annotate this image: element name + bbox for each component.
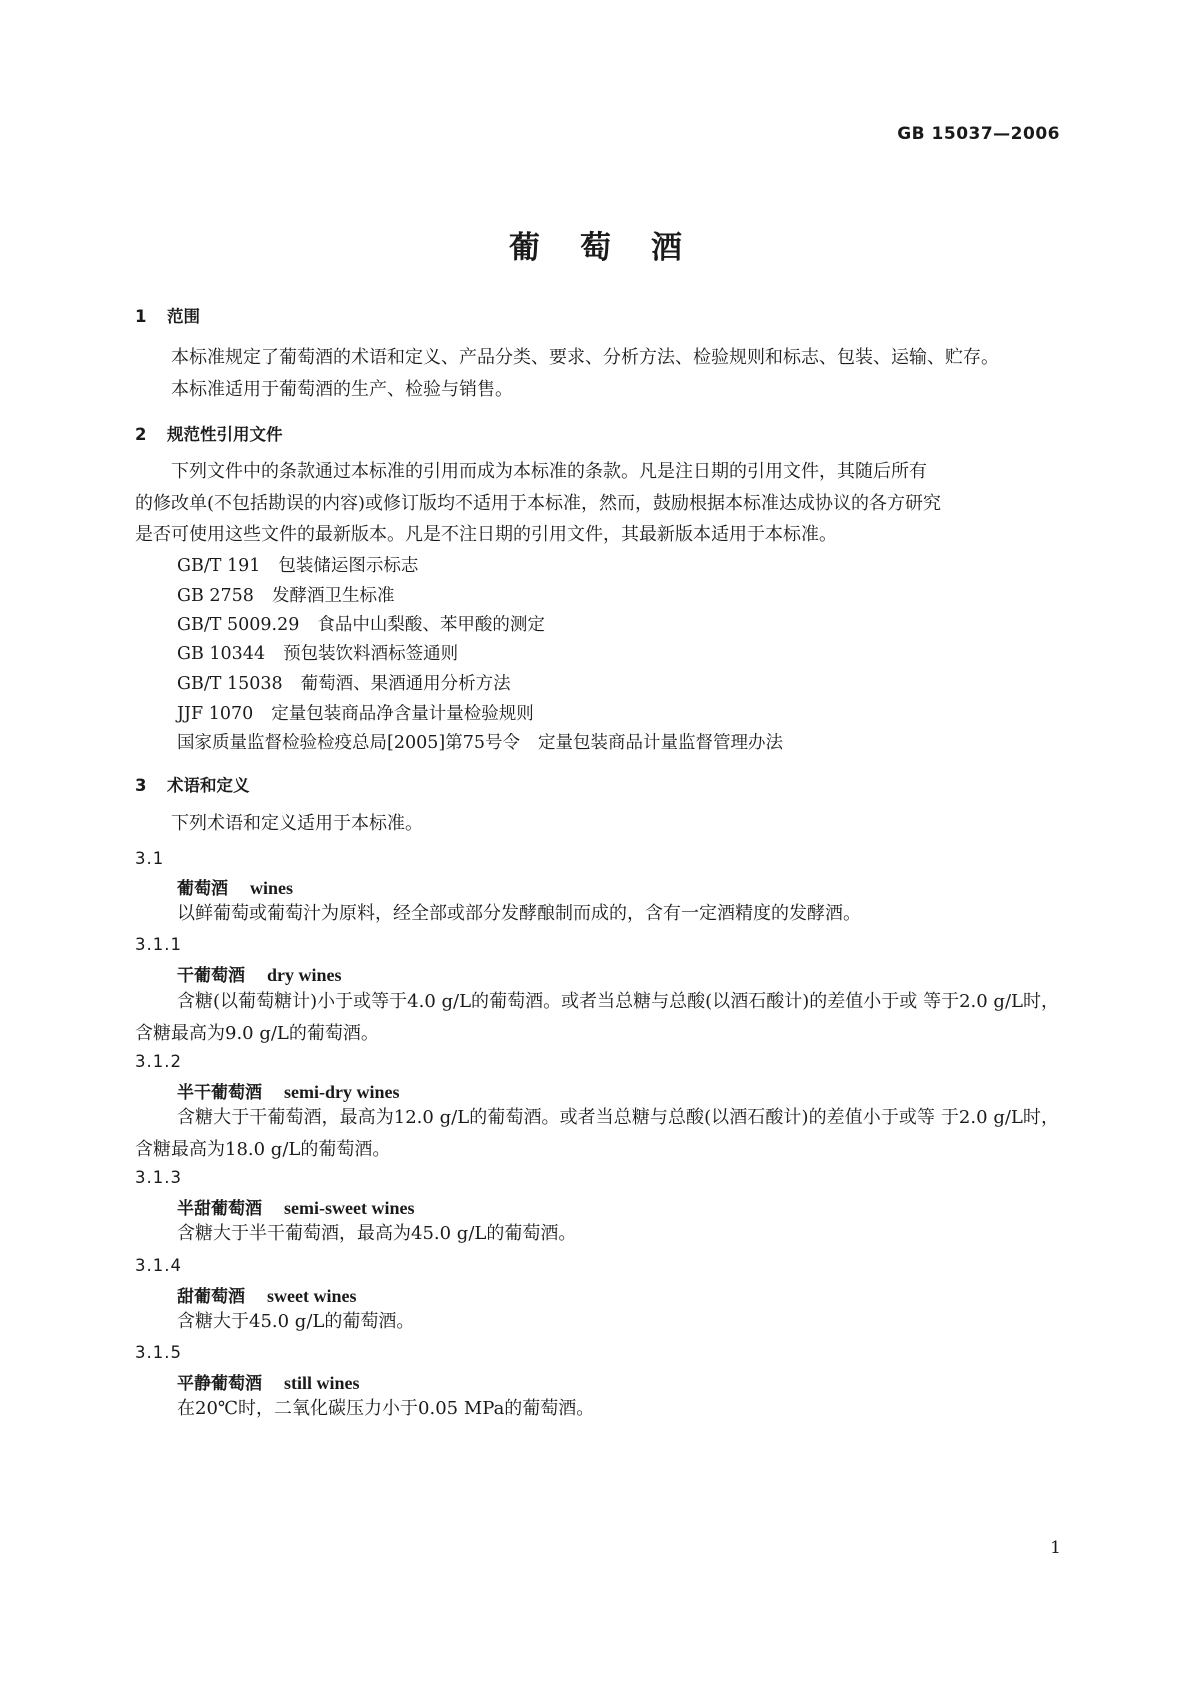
reference-code: GB/T 5009.29 bbox=[177, 615, 300, 635]
reference-code: GB/T 15038 bbox=[177, 674, 283, 694]
standard-code: GB 15037—2006 bbox=[897, 124, 1060, 144]
section-3-heading bbox=[135, 772, 250, 796]
section-3-intro bbox=[135, 808, 1059, 840]
term-name-cn: 半干葡萄酒 bbox=[177, 1083, 262, 1103]
term-name-en: dry wines bbox=[267, 965, 342, 985]
reference-item bbox=[177, 729, 783, 754]
reference-item bbox=[177, 582, 394, 607]
reference-code: GB 10344 bbox=[177, 644, 266, 664]
term-name bbox=[177, 1078, 400, 1103]
reference-title: 定量包装商品净含量计量检验规则 bbox=[271, 704, 534, 724]
term-name-cn: 半甜葡萄酒 bbox=[177, 1199, 262, 1219]
term-name-cn: 甜葡萄酒 bbox=[177, 1287, 245, 1307]
definition-line: 以鲜葡萄或葡萄汁为原料，经全部或部分发酵酿制而成的，含有一定酒精度的发酵酒。 bbox=[177, 903, 861, 924]
definition-line: 在20℃时，二氧化碳压力小于0.05 MPa的葡萄酒。 bbox=[177, 1398, 595, 1419]
term-name-en: sweet wines bbox=[267, 1286, 357, 1306]
term-name bbox=[177, 1194, 414, 1219]
reference-item bbox=[177, 670, 511, 695]
paragraph-line: 是否可使用这些文件的最新版本。凡是不注日期的引用文件，其最新版本适用于本标准。 bbox=[135, 524, 837, 545]
term-number: 3.1.4 bbox=[135, 1256, 182, 1275]
definition-line: 于2.0 g/L时，含糖最高为18.0 g/L的葡萄酒。 bbox=[135, 1107, 1059, 1160]
term-name-cn: 平静葡萄酒 bbox=[177, 1374, 262, 1394]
section-title: 术语和定义 bbox=[167, 776, 250, 795]
definition-line: 含糖(以葡萄糖计)小于或等于4.0 g/L的葡萄酒。或者当总糖与总酸(以酒石酸计)的差值小于或 bbox=[177, 991, 918, 1012]
section-title: 规范性引用文件 bbox=[167, 425, 283, 444]
term-definition bbox=[135, 1393, 1059, 1425]
reference-item bbox=[177, 552, 418, 577]
section-number: 3 bbox=[135, 776, 147, 795]
paragraph-line: 下列文件中的条款通过本标准的引用而成为本标准的条款。凡是注日期的引用文件，其随后所有 bbox=[171, 461, 927, 482]
definition-line: 含糖大于半干葡萄酒，最高为45.0 g/L的葡萄酒。 bbox=[177, 1223, 577, 1244]
term-definition bbox=[135, 986, 1059, 1049]
term-definition bbox=[135, 1218, 1059, 1250]
reference-item bbox=[177, 640, 458, 665]
section-number: 1 bbox=[135, 307, 147, 326]
reference-title: 定量包装商品计量监督管理办法 bbox=[537, 733, 783, 753]
term-name-cn: 干葡萄酒 bbox=[177, 966, 245, 986]
document-title: 葡萄酒 bbox=[509, 230, 722, 266]
definition-line: 含糖大于干葡萄酒，最高为12.0 g/L的葡萄酒。或者当总糖与总酸(以酒石酸计)的差值小于或等 bbox=[177, 1107, 936, 1128]
reference-title: 包装储运图示标志 bbox=[278, 556, 419, 576]
reference-item bbox=[177, 611, 545, 636]
term-definition bbox=[135, 1306, 1059, 1338]
reference-title: 预包装饮料酒标签通则 bbox=[283, 644, 459, 664]
term-name-en: semi-dry wines bbox=[284, 1082, 400, 1102]
term-number: 3.1.1 bbox=[135, 935, 182, 954]
reference-title: 发酵酒卫生标准 bbox=[271, 586, 395, 606]
reference-code: 国家质量监督检验检疫总局[2005]第75号令 bbox=[177, 733, 520, 753]
term-name-en: still wines bbox=[284, 1373, 360, 1393]
page-number: 1 bbox=[1050, 1538, 1061, 1558]
section-2-intro bbox=[135, 456, 1059, 551]
term-number: 3.1.2 bbox=[135, 1052, 182, 1071]
reference-title: 食品中山梨酸、苯甲酸的测定 bbox=[317, 615, 545, 635]
reference-title: 葡萄酒、果酒通用分析方法 bbox=[300, 674, 511, 694]
term-name bbox=[177, 874, 293, 899]
paragraph-line: 本标准规定了葡萄酒的术语和定义、产品分类、要求、分析方法、检验规则和标志、包装、运输、贮存。 bbox=[171, 347, 999, 368]
term-number: 3.1 bbox=[135, 849, 165, 868]
term-name-cn: 葡萄酒 bbox=[177, 879, 228, 899]
reference-code: GB/T 191 bbox=[177, 556, 261, 576]
term-name bbox=[177, 1369, 360, 1394]
term-number: 3.1.5 bbox=[135, 1343, 182, 1362]
term-name bbox=[177, 961, 342, 986]
term-definition bbox=[135, 1102, 1059, 1165]
reference-code: GB 2758 bbox=[177, 586, 254, 606]
term-number: 3.1.3 bbox=[135, 1168, 182, 1187]
term-name-en: semi-sweet wines bbox=[284, 1198, 415, 1218]
paragraph-line: 下列术语和定义适用于本标准。 bbox=[171, 813, 423, 834]
section-1-heading bbox=[135, 303, 200, 327]
section-title: 范围 bbox=[167, 307, 200, 326]
reference-item bbox=[177, 700, 534, 725]
definition-line: 等于2.0 g/L时，含糖最高为9.0 g/L的葡萄酒。 bbox=[135, 991, 1059, 1044]
definition-line: 含糖大于45.0 g/L的葡萄酒。 bbox=[177, 1311, 415, 1332]
term-name bbox=[177, 1282, 356, 1307]
section-1-body bbox=[135, 342, 1059, 405]
reference-code: JJF 1070 bbox=[177, 704, 254, 724]
section-2-heading bbox=[135, 421, 283, 445]
paragraph-line: 的修改单(不包括勘误的内容)或修订版均不适用于本标准，然而，鼓励根据本标准达成协议的各方研究 bbox=[135, 492, 942, 514]
term-name-en: wines bbox=[250, 878, 294, 898]
section-number: 2 bbox=[135, 425, 147, 444]
paragraph-line: 本标准适用于葡萄酒的生产、检验与销售。 bbox=[171, 378, 513, 400]
term-definition bbox=[135, 898, 1059, 930]
